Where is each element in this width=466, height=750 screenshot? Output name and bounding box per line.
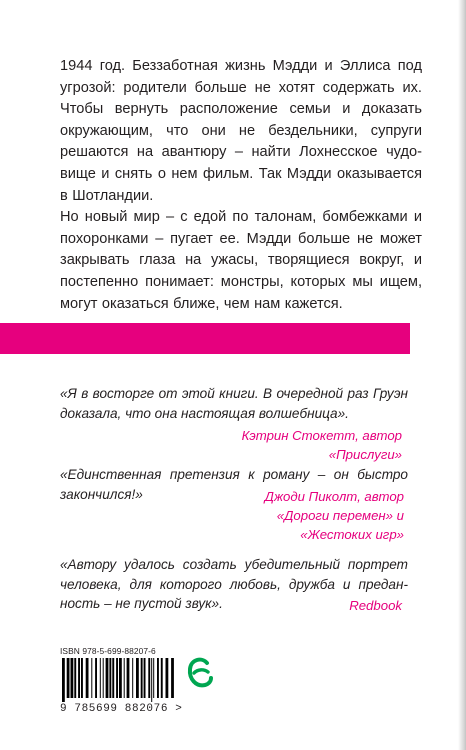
cover-edge-shadow (458, 0, 466, 750)
book-description (60, 56, 422, 315)
barcode-bar (166, 658, 169, 698)
review-author-2-line-1: Джоди Пиколт, автор (264, 489, 404, 504)
barcode-bar (124, 658, 125, 698)
barcode-bar (112, 658, 114, 698)
barcode-bar (136, 658, 139, 698)
barcode-bar (74, 658, 76, 698)
description-paragraph-1: 1944 год. Беззаботная жизнь Мэдди и Эллиса под угрозой: родители больше не хотят содержать их. Чтобы вернуть расположение семьи и доказать окружающим, что они не бездельники, супруги решаются на авантюру – найти Лохнесское чудовище и снять о нем фильм. Так Мэдди оказывается в Шотландии. (60, 58, 422, 204)
review-quote-1: «Я в восторге от этой книги. В очередной раз Груэн доказала, что она настоящая волшебница». (60, 386, 408, 421)
barcode-bar (71, 658, 74, 698)
barcode-bar (95, 658, 97, 698)
barcode-bar (109, 658, 111, 698)
barcode-bar (81, 658, 83, 698)
barcode-bar (151, 658, 152, 702)
barcode-bar (127, 658, 130, 698)
barcode-bar (86, 658, 89, 698)
barcode-bar (153, 658, 154, 698)
review-quote-3: «Автору удалось создать убедительный портрет человека, для которого любовь, дружба и преданность – не пустой звук». (60, 557, 408, 611)
barcode-bar (106, 658, 109, 698)
isbn-label: ISBN 978-5-699-88207-6 (60, 646, 156, 656)
barcode-bar (91, 658, 92, 698)
barcode-bar (132, 658, 133, 698)
publisher-logo-icon (186, 656, 214, 690)
barcode-bar (100, 658, 101, 698)
description-paragraph-2: Но новый мир – с едой по талонам, бомбежками и похоронками – пугает ее. Мэдди больше не может закрывать глаза на ужасы, творящиеся вокруг, и постепенно понимает: монстры, которых мы ищем, могут оказаться ближе, чем нам кажется. (60, 209, 422, 312)
barcode-bar (144, 658, 146, 698)
barcode-bar (62, 658, 65, 702)
review-quote-2: «Единственная претензия к роману – он быстро закончился!» (60, 467, 408, 502)
review-author-3: Redbook (349, 598, 402, 613)
barcode-bar (161, 658, 163, 698)
barcode-bar (171, 658, 174, 698)
review-author-2 (236, 487, 404, 544)
review-author-2-line-2: «Дороги перемен» и «Жестоких игр» (276, 508, 404, 542)
barcode-digits: 9 785699 882076 > (60, 703, 183, 715)
barcode-bar (148, 658, 150, 698)
barcode-bar (157, 658, 159, 698)
barcode-bar (103, 658, 104, 698)
barcode-bar (78, 658, 80, 698)
barcode-bar (141, 658, 143, 698)
review-author-1: Кэтрин Стокетт, автор «Прислуги» (241, 428, 402, 462)
barcode-bar (67, 658, 70, 698)
barcode-bar (116, 658, 118, 698)
barcode-bar (119, 658, 122, 698)
barcode-image (60, 658, 178, 702)
pink-accent-band (0, 323, 410, 354)
barcode-block (60, 646, 183, 715)
